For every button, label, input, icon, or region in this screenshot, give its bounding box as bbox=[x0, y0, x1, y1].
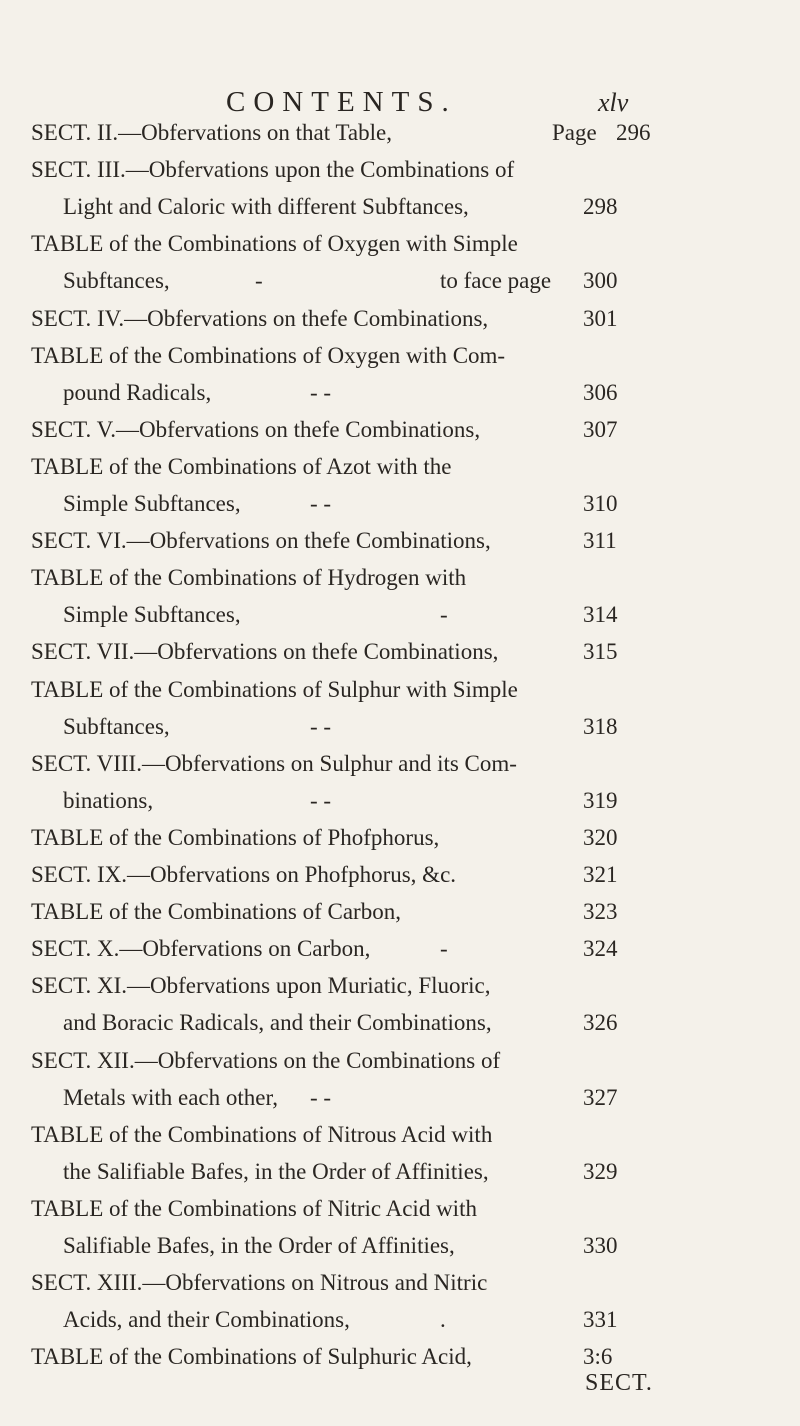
toc-page-label: to face page bbox=[440, 268, 552, 294]
toc-page-number: 300 bbox=[583, 268, 618, 294]
toc-entry-text: Simple Subftances, bbox=[63, 491, 241, 516]
toc-page-number: 319 bbox=[583, 787, 618, 813]
toc-line bbox=[31, 1192, 720, 1226]
toc-page-number: 314 bbox=[583, 602, 618, 628]
toc-entry-text: SECT. XI.—Obfervations upon Muriatic, Fluoric, bbox=[31, 973, 491, 999]
toc-entry-text: TABLE of the Combinations of Nitric Acid with bbox=[31, 1195, 477, 1221]
toc-line bbox=[31, 339, 720, 373]
toc-line bbox=[31, 1266, 720, 1300]
toc-leader: - - bbox=[310, 787, 332, 813]
toc-entry-text: TABLE of the Combinations of Azot with the bbox=[31, 453, 452, 479]
toc-page-number: 329 bbox=[583, 1158, 618, 1184]
toc-entry-text: TABLE of the Combinations of Carbon, bbox=[31, 899, 401, 925]
toc-page-number: 320 bbox=[583, 824, 618, 850]
toc-line bbox=[31, 895, 720, 929]
toc-leader: - bbox=[440, 602, 448, 628]
toc-line bbox=[63, 1006, 720, 1040]
toc-line bbox=[31, 227, 720, 261]
toc-line bbox=[31, 821, 720, 855]
toc-line bbox=[63, 1303, 720, 1337]
toc-page-number: 3:6 bbox=[583, 1344, 613, 1370]
toc-entry-text: TABLE of the Combinations of Sulphuric Acid, bbox=[31, 1344, 472, 1370]
toc-line bbox=[63, 784, 720, 818]
toc-line bbox=[63, 1081, 720, 1115]
toc-page-number: 323 bbox=[583, 899, 618, 925]
toc-entry-text: Metals with each other, bbox=[63, 1084, 278, 1110]
toc-entry-text: Salifiable Bafes, in the Order of Affinities, bbox=[63, 1233, 455, 1258]
toc-page-label: Page bbox=[552, 120, 597, 145]
toc-page-number: 298 bbox=[583, 194, 618, 220]
toc-entry-text: TABLE of the Combinations of Oxygen with Simple bbox=[31, 231, 518, 257]
toc-entry-text: SECT. VI.—Obfervations on thefe Combinations, bbox=[31, 528, 491, 554]
toc-entry-text: SECT. V.—Obfervations on thefe Combinations, bbox=[31, 416, 481, 442]
toc-leader: - bbox=[440, 936, 448, 962]
toc-line bbox=[63, 487, 720, 521]
toc-line bbox=[31, 932, 720, 966]
toc-entry-text: the Salifiable Bafes, in the Order of Affinities, bbox=[63, 1158, 489, 1184]
toc-line bbox=[63, 1155, 720, 1189]
toc-page-number: 310 bbox=[583, 491, 618, 516]
toc-entry-text: TABLE of the Combinations of Oxygen with Com- bbox=[31, 342, 506, 368]
toc-page-number: 318 bbox=[583, 713, 618, 739]
toc-line bbox=[63, 598, 720, 632]
toc-page-number: 296 bbox=[616, 120, 651, 145]
toc-line bbox=[63, 1229, 720, 1263]
toc-entry-text: SECT. X.—Obfervations on Carbon, bbox=[31, 936, 371, 962]
toc-page-number: 324 bbox=[583, 936, 618, 962]
toc-page-number: 326 bbox=[583, 1010, 618, 1036]
toc-page-number: 311 bbox=[583, 528, 617, 554]
header-page-number: xlv bbox=[598, 88, 629, 117]
toc-line bbox=[31, 635, 720, 669]
toc-line bbox=[31, 413, 720, 447]
toc-leader: - - bbox=[310, 379, 332, 405]
toc-entry-text: SECT. III.—Obfervations upon the Combinations of bbox=[31, 157, 515, 183]
toc-line bbox=[31, 116, 720, 150]
toc-entry-text: SECT. IV.—Obfervations on thefe Combinations, bbox=[31, 305, 489, 331]
toc-entry-text: Acids, and their Combinations, bbox=[63, 1307, 350, 1333]
toc-entry-text: and Boracic Radicals, and their Combinations, bbox=[63, 1010, 492, 1036]
toc-leader: - - bbox=[310, 491, 332, 516]
toc-entry-text: Subftances, bbox=[63, 713, 170, 739]
header-title: CONTENTS. bbox=[226, 86, 457, 118]
toc-page-number: 321 bbox=[583, 862, 618, 887]
toc-entry-text: SECT. VIII.—Obfervations on Sulphur and its Com- bbox=[31, 750, 517, 776]
toc-page-number: 307 bbox=[583, 416, 618, 442]
toc-entry-text: TABLE of the Combinations of Sulphur with Simple bbox=[31, 676, 518, 702]
toc-line bbox=[31, 524, 720, 558]
toc-leader: - - bbox=[310, 1084, 332, 1110]
toc-line bbox=[31, 561, 720, 595]
toc-leader: . bbox=[440, 1307, 446, 1333]
toc-entry-text: Light and Caloric with different Subftances, bbox=[63, 194, 469, 220]
toc-entry-text: pound Radicals, bbox=[63, 379, 212, 405]
toc-entry-text: SECT. VII.—Obfervations on thefe Combinations, bbox=[31, 639, 499, 665]
toc-page-number: 301 bbox=[583, 305, 618, 331]
toc-line bbox=[31, 302, 720, 336]
toc-page-number: 330 bbox=[583, 1233, 618, 1258]
toc-entry-text: SECT. XII.—Obfervations on the Combinations of bbox=[31, 1047, 501, 1073]
toc-page-number: 306 bbox=[583, 379, 618, 405]
toc-entry-text: Simple Subftances, bbox=[63, 602, 241, 628]
toc-line bbox=[31, 1044, 720, 1078]
toc-entry-text: TABLE of the Combinations of Phofphorus, bbox=[31, 824, 440, 850]
toc-entry-text: SECT. XIII.—Obfervations on Nitrous and Nitric bbox=[31, 1270, 488, 1296]
toc-leader: - - bbox=[310, 713, 332, 739]
toc-entry-text: SECT. IX.—Obfervations on Phofphorus, &c. bbox=[31, 862, 457, 887]
toc-entry-text: Subftances, bbox=[63, 268, 170, 294]
toc-page-number: 315 bbox=[583, 639, 618, 665]
toc-entry-text: SECT. II.—Obfervations on that Table, bbox=[31, 120, 392, 145]
toc-page-number: 327 bbox=[583, 1084, 618, 1110]
toc-entry-text: binations, bbox=[63, 787, 154, 813]
toc-line bbox=[63, 376, 720, 410]
toc-entry-text: TABLE of the Combinations of Nitrous Acid with bbox=[31, 1121, 493, 1147]
toc-line bbox=[31, 858, 720, 892]
toc-line bbox=[31, 673, 720, 707]
toc-line bbox=[31, 1118, 720, 1152]
toc-line bbox=[31, 153, 720, 187]
toc-line bbox=[31, 450, 720, 484]
toc-line bbox=[63, 710, 720, 744]
catchword: SECT. bbox=[585, 1370, 653, 1396]
toc-line bbox=[63, 190, 720, 224]
toc-line bbox=[63, 264, 720, 298]
toc-page-number: 331 bbox=[583, 1307, 618, 1333]
toc-entry-text: TABLE of the Combinations of Hydrogen with bbox=[31, 565, 467, 591]
toc-leader: - bbox=[255, 268, 263, 294]
toc-line bbox=[31, 969, 720, 1003]
toc-line bbox=[31, 747, 720, 781]
